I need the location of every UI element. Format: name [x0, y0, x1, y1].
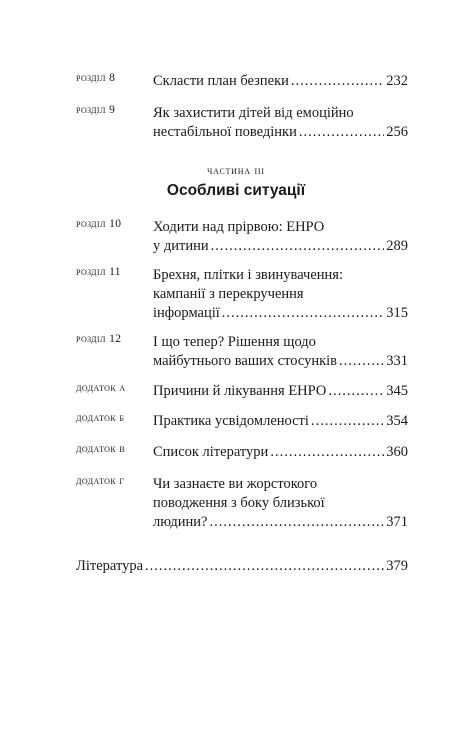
entry-title: майбутнього ваших стосунків: [153, 353, 338, 369]
entry-label: додаток в: [76, 443, 126, 455]
entry-label: розділ 10: [76, 218, 122, 230]
dot-leader: [299, 123, 384, 142]
entry-page: 331: [386, 353, 408, 369]
entry-page: 315: [386, 305, 408, 321]
entry-page: 289: [386, 238, 408, 254]
dot-leader: [145, 558, 384, 575]
dot-leader: [222, 304, 384, 323]
toc-entry: [76, 412, 408, 431]
dot-leader: [211, 237, 385, 256]
toc-entry: [76, 218, 408, 256]
entry-label: додаток г: [76, 475, 125, 487]
dot-leader: [291, 72, 384, 91]
literature-entry: [76, 558, 408, 575]
entry-title: людини?: [153, 514, 208, 530]
entry-title: Практика усвідомленості: [153, 413, 309, 429]
entry-title-line: І що тепер? Рішення щодо: [153, 334, 316, 350]
entry-title-line: кампанії з перекручення: [153, 286, 304, 302]
dot-leader: [328, 382, 384, 401]
entry-title-line: Як захистити дітей від емоційно: [153, 105, 354, 121]
entry-page: 256: [386, 124, 408, 140]
dot-leader: [311, 412, 384, 431]
dot-leader: [209, 513, 384, 532]
entry-label: додаток б: [76, 412, 125, 424]
entry-page: 345: [386, 383, 408, 399]
entry-title-line: Ходити над прірвою: ЕНРО: [153, 219, 325, 235]
entry-label: розділ 9: [76, 104, 116, 116]
toc-entry: [76, 443, 408, 462]
entry-page: 354: [386, 413, 408, 429]
toc-entry: [76, 333, 408, 371]
toc-entry: [76, 382, 408, 401]
dot-leader: [270, 443, 384, 462]
entry-page: 371: [386, 514, 408, 530]
entry-title-line: поводження з боку близької: [153, 495, 325, 511]
dot-leader: [339, 352, 384, 371]
toc-entry: [76, 72, 408, 91]
part-title: Особливі ситуації: [166, 182, 306, 199]
entry-label: розділ 8: [76, 72, 116, 84]
toc-entry: [76, 266, 408, 323]
entry-title-line: Чи зазнаєте ви жорстокого: [153, 476, 318, 492]
toc-entry: [76, 475, 408, 532]
entry-title: у дитини: [153, 238, 209, 254]
entry-page: 232: [386, 73, 408, 89]
entry-label: розділ 12: [76, 333, 122, 345]
entry-title: інформації: [153, 305, 220, 321]
part-label: частина ііі: [207, 165, 265, 177]
entry-label: розділ 11: [76, 266, 121, 278]
entry-title: Список літератури: [153, 444, 269, 460]
entry-title-line: Брехня, плітки і звинувачення:: [153, 267, 343, 283]
entry-title: Скласти план безпеки: [153, 73, 289, 89]
entry-title: Причини й лікування ЕНРО: [153, 383, 327, 399]
entry-title: нестабільної поведінки: [153, 124, 297, 140]
literature-page: 379: [386, 558, 408, 574]
literature-label: Література: [76, 558, 144, 574]
entry-label: додаток а: [76, 382, 126, 394]
entry-page: 360: [386, 444, 408, 460]
toc-entry: [76, 104, 408, 142]
